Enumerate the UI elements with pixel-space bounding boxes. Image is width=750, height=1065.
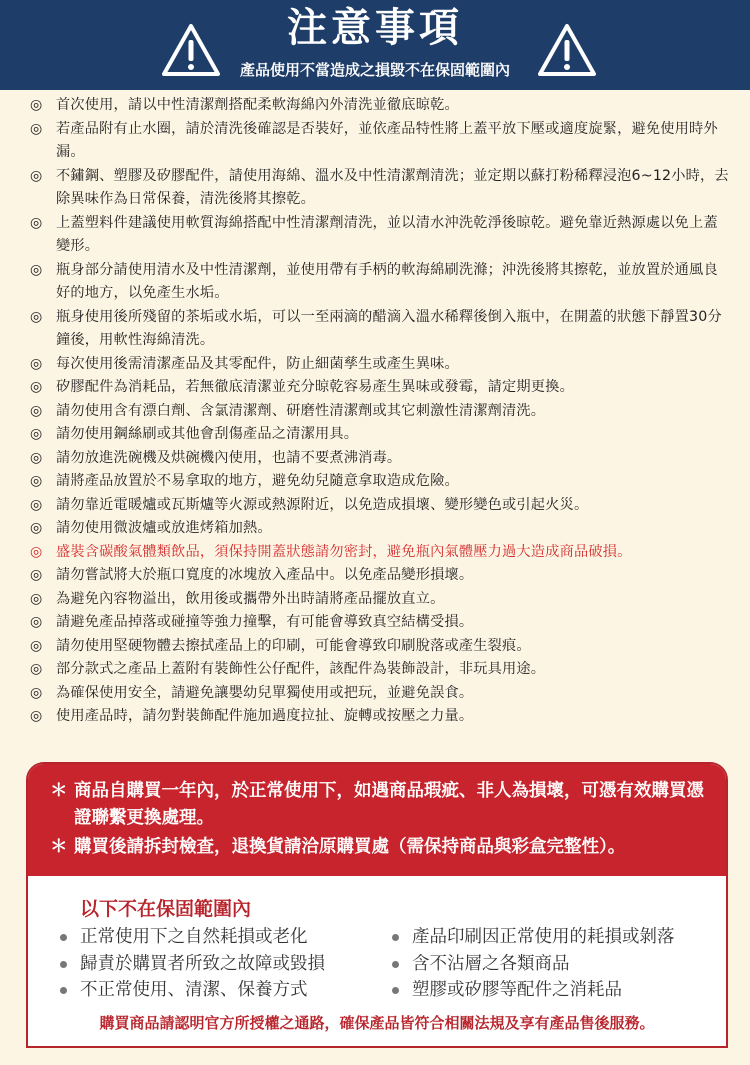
caution-text: 請勿使用堅硬物體去擦拭產品上的印刷，可能會導致印刷脫落或產生裂痕。 [56,637,531,654]
caution-item [30,658,730,682]
bullet-mark: ◎ [30,661,43,677]
bullet-mark: ◎ [30,402,43,419]
caution-item [30,470,730,494]
bullet-mark: ◎ [30,120,43,137]
caution-text: 矽膠配件為消耗品，若無徹底清潔並充分晾乾容易產生異味或發霉，請定期更換。 [56,379,574,395]
caution-text: 請勿靠近電暖爐或瓦斯爐等火源或熱源附近，以免造成損壞、變形變色或引起火災。 [56,496,589,513]
caution-item [30,564,730,588]
authorized-channel-note: 購買商品請認明官方所授權之通路，確保產品皆符合相關法規及享有產品售後服務。 [99,1014,655,1032]
caution-text: 瓶身部分請使用清水及中性清潔劑，並使用帶有手柄的軟海綿刷洗滌；沖洗後將其擦乾，並放置於通風良好的地方，以免產生水垢。 [56,261,718,301]
caution-item [30,423,730,447]
asterisk-mark: ＊ [50,837,68,857]
bullet-mark: ◎ [30,637,43,654]
caution-text: 上蓋塑料件建議使用軟質海綿搭配中性清潔劑清洗，並以清水沖洗乾淨後晾乾。避免靠近熱源處以免上蓋變形。 [56,214,718,254]
exclusions-list-right [390,924,675,1004]
caution-item [30,447,730,471]
bullet-mark: ◎ [30,614,43,630]
caution-text: 請勿嘗試將大於瓶口寬度的冰塊放入產品中。以免產品變形損壞。 [56,567,474,583]
exclusions-title: 以下不在保固範圍內 [80,898,252,920]
bullet-mark: ◎ [30,261,43,278]
exclusion-item: 不正常使用、清潔、保養方式 [58,977,325,1004]
caution-text: 瓶身使用後所殘留的茶垢或水垢，可以一至兩滴的醋滴入溫水稀釋後倒入瓶中，在開蓋的狀態下靜置30分鐘後，用軟性海綿清洗。 [56,308,722,348]
caution-item [30,353,730,377]
caution-text: 不鏽鋼、塑膠及矽膠配件，請使用海綿、溫水及中性清潔劑清洗；並定期以蘇打粉稀釋浸泡6~12小時，去除異味作為日常保養，清洗後將其擦乾。 [56,167,729,207]
caution-text: 首次使用，請以中性清潔劑搭配柔軟海綿內外清洗並徹底晾乾。 [56,97,459,113]
caution-item [30,306,730,353]
page-title: 注意事項 [287,5,463,51]
header-banner [0,0,750,90]
caution-item [30,400,730,424]
warranty-line-2 [50,834,710,861]
bullet-mark: ◎ [30,167,43,184]
caution-text: 為確保使用安全，請避免讓嬰幼兒單獨使用或把玩，並避免誤食。 [56,684,474,701]
caution-text: 若產品附有止水圈，請於清洗後確認是否裝好，並依產品特性將上蓋平放下壓或適度旋緊，避免使用時外漏。 [56,120,718,160]
caution-item [30,611,730,635]
bullet-mark: ◎ [30,590,43,607]
caution-list [30,94,730,729]
caution-text: 為避免內容物溢出，飲用後或攜帶外出時請將產品擺放直立。 [56,590,445,607]
caution-item [30,705,730,729]
bullet-mark: ◎ [30,684,43,701]
caution-text: 請避免產品掉落或碰撞等強力撞擊，有可能會導致真空結構受損。 [56,614,474,630]
caution-text: 請勿放進洗碗機及烘碗機內使用，也請不要煮沸消毒。 [56,449,402,466]
bullet-mark: ◎ [30,543,43,560]
warranty-box [26,762,728,1048]
bullet-mark: ◎ [30,567,43,583]
caution-item [30,165,730,212]
caution-item [30,517,730,541]
caution-item [30,635,730,659]
warranty-text: 商品自購買一年內，於正常使用下，如遇商品瑕疵、非人為損壞，可憑有效購買憑證聯繫更換處理。 [74,781,704,828]
caution-text: 請勿使用微波爐或放進烤箱加熱。 [56,520,272,536]
exclusion-item: 塑膠或矽膠等配件之消耗品 [390,977,675,1004]
asterisk-mark: ＊ [50,781,68,801]
bullet-mark: ◎ [30,379,43,395]
caution-text: 盛裝含碳酸氣體類飲品，須保持開蓋狀態請勿密封，避免瓶內氣體壓力過大造成商品破損。 [56,543,632,560]
page-subtitle: 產品使用不當造成之損毀不在保固範圍內 [239,61,510,79]
caution-item [30,259,730,306]
caution-item [30,376,730,400]
caution-item [30,212,730,259]
caution-item [30,588,730,612]
caution-text: 請勿使用含有漂白劑、含氯清潔劑、研磨性清潔劑或其它刺激性清潔劑清洗。 [56,402,546,419]
caution-text: 部分款式之產品上蓋附有裝飾性公仔配件，該配件為裝飾設計，非玩具用途。 [56,661,546,677]
caution-text: 請將產品放置於不易拿取的地方，避免幼兒隨意拿取造成危險。 [56,473,459,489]
caution-item [30,682,730,706]
caution-text: 請勿使用鋼絲刷或其他會刮傷產品之清潔用具。 [56,426,359,442]
warranty-text: 購買後請拆封檢查，退換貨請洽原購買處（需保持商品與彩盒完整性）。 [74,837,626,857]
caution-item-highlight [30,541,730,565]
warning-triangle-icon [536,22,598,78]
bullet-mark: ◎ [30,520,43,536]
warranty-line-1 [50,778,710,832]
bullet-mark: ◎ [30,496,43,513]
exclusion-item: 正常使用下之自然耗損或老化 [58,924,325,951]
bullet-mark: ◎ [30,426,43,442]
exclusion-item: 產品印刷因正常使用的耗損或剝落 [390,924,675,951]
caution-text: 每次使用後需清潔產品及其零配件，防止細菌孳生或產生異味。 [56,355,459,372]
caution-item [30,494,730,518]
bullet-mark: ◎ [30,449,43,466]
bullet-mark: ◎ [30,708,43,724]
bullet-mark: ◎ [30,308,43,325]
bullet-mark: ◎ [30,97,43,113]
exclusions-list-left [58,924,325,1004]
bullet-mark: ◎ [30,473,43,489]
warranty-banner [28,764,726,876]
caution-item [30,118,730,165]
caution-text: 使用產品時，請勿對裝飾配件施加過度拉扯、旋轉或按壓之力量。 [56,708,474,724]
bullet-mark: ◎ [30,214,43,231]
exclusion-item: 含不沾層之各類商品 [390,951,675,978]
caution-item [30,94,730,118]
bullet-mark: ◎ [30,355,43,372]
exclusion-item: 歸責於購買者所致之故障或毀損 [58,951,325,978]
